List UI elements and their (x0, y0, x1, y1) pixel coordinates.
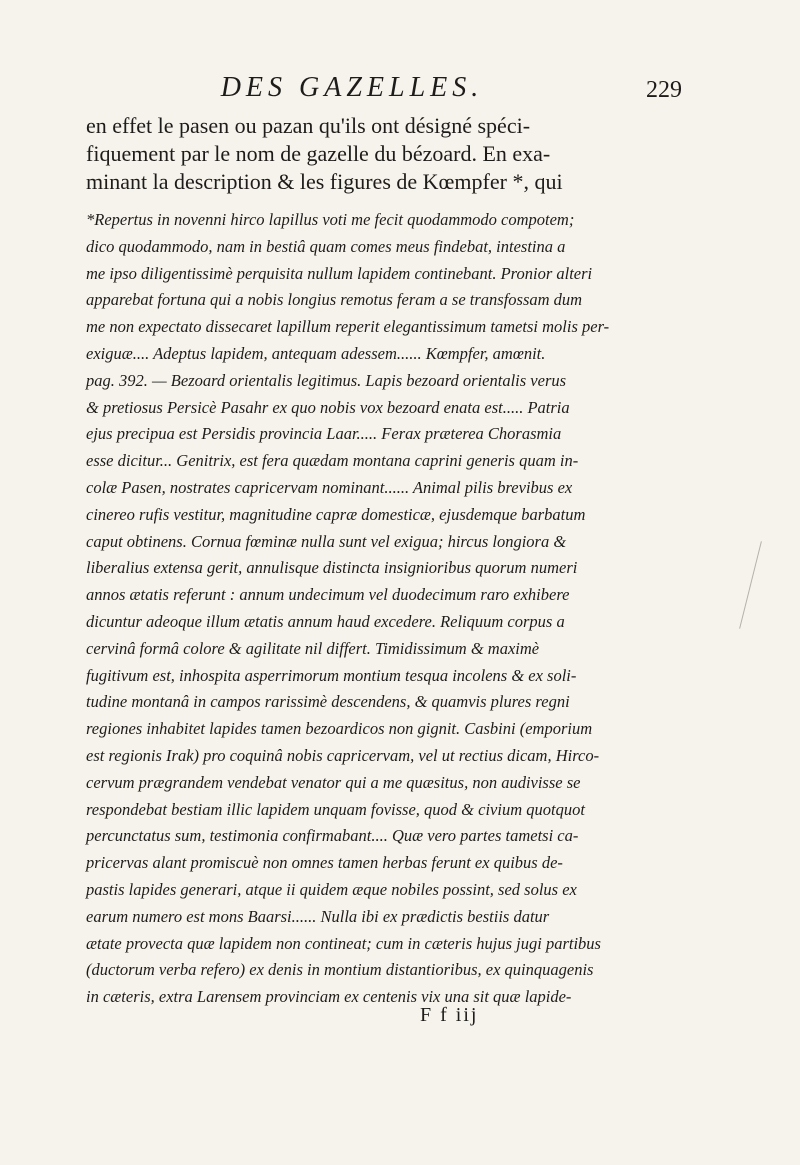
page-number: 229 (646, 77, 682, 103)
footnote-line: tudine montanâ in campos rarissimè descendens, & quamvis plures regni (86, 692, 570, 712)
footnote-line: cinereo rufis vestitur, magnitudine capræ domesticæ, ejusdemque barbatum (86, 504, 586, 524)
footnote-line: cervinâ formâ colore & agilitate nil differt. Timidissimum & maximè (86, 638, 540, 658)
footnote-line: annos ætatis referunt : annum undecimum vel duodecimum raro exhibere (86, 585, 570, 605)
footnote-line: pastis lapides generari, atque ii quidem æque nobiles possint, sed solus ex (86, 879, 577, 899)
text-line: minant la description & les figures de Kœmpfer *, qui (86, 169, 563, 194)
footnote-line: respondebat bestiam illic lapidem unquam fovisse, quod & civium quotquot (86, 799, 585, 819)
footnote-line: liberalius extensa gerit, annulisque distincta insignioribus quorum numeri (86, 558, 578, 578)
footnote-line: esse dicitur... Genitrix, est fera quædam montana caprini generis quam in- (86, 451, 579, 471)
footnote-line: dico quodammodo, nam in bestiâ quam comes meus findebat, intestina a (86, 236, 566, 256)
footnote-line: colæ Pasen, nostrates capricervam nominant...... Animal pilis brevibus ex (86, 477, 573, 497)
footnote-line: & pretiosus Persicè Pasahr ex quo nobis vox bezoard enata est..... Patria (86, 397, 570, 417)
footnote-line: in cæteris, extra Larensem provinciam ex centenis vix una sit quæ lapide- (86, 987, 572, 1007)
footnote-line: dicuntur adeoque illum ætatis annum haud excedere. Reliquum corpus a (86, 611, 565, 631)
footnote-line: apparebat fortuna qui a nobis longius remotus feram a se transfossam dum (86, 290, 583, 310)
footnote-line: caput obtinens. Cornua fœminæ nulla sunt vel exigua; hircus longiora & (86, 531, 567, 551)
text-line: en effet le pasen ou pazan qu'ils ont désigné spéci- (86, 113, 531, 138)
footnote-line: earum numero est mons Baarsi...... Nulla ibi ex prædictis bestiis datur (86, 906, 550, 926)
text-line: fiquement par le nom de gazelle du bézoard. En exa- (86, 141, 551, 166)
footnote-line: me ipso diligentissimè perquisita nullum lapidem continebant. Pronior alteri (86, 263, 593, 283)
footnote-line: (ductorum verba refero) ex denis in montium distantioribus, ex quinquagenis (86, 960, 594, 980)
footnote-line: est regionis Irak) pro coquinâ nobis capricervam, vel ut rectius dicam, Hirco- (86, 745, 600, 765)
margin-pencil-mark (739, 541, 762, 629)
footnote-line: *Repertus in novenni hirco lapillus voti me fecit quodammodo compotem; (86, 210, 575, 229)
footnote-line: ætate provecta quæ lapidem non contineat; cum in cæteris hujus jugi partibus (86, 933, 601, 953)
signature-mark: F f iij (420, 1004, 479, 1026)
running-head (92, 72, 682, 112)
footnote-line: percunctatus sum, testimonia confirmabant.... Quæ vero partes tametsi ca- (86, 826, 579, 846)
footnote-line: pag. 392. — Bezoard orientalis legitimus. Lapis bezoard orientalis verus (86, 370, 567, 390)
footnote-line: fugitivum est, inhospita asperrimorum montium tesqua incolens & ex soli- (86, 665, 577, 685)
footnote-line: regiones inhabitet lapides tamen bezoardicos non gignit. Casbini (emporium (86, 719, 593, 739)
running-title: DES GAZELLES. (220, 72, 484, 103)
main-text (86, 112, 682, 196)
footnote-line: exiguæ.... Adeptus lapidem, antequam adessem...... Kœmpfer, amœnit. (86, 343, 546, 363)
footnote-line: pricervas alant promiscuè non omnes tamen herbas ferunt ex quibus de- (86, 853, 563, 873)
footnote-line: ejus precipua est Persidis provincia Laar..... Ferax præterea Chorasmia (86, 424, 562, 444)
footnote-line: cervum prægrandem vendebat venator qui a me quæsitus, non audivisse se (86, 772, 581, 792)
footnote-line: me non expectato dissecaret lapillum reperit elegantissimum tametsi molis per- (86, 317, 610, 337)
footnote (86, 207, 682, 1011)
